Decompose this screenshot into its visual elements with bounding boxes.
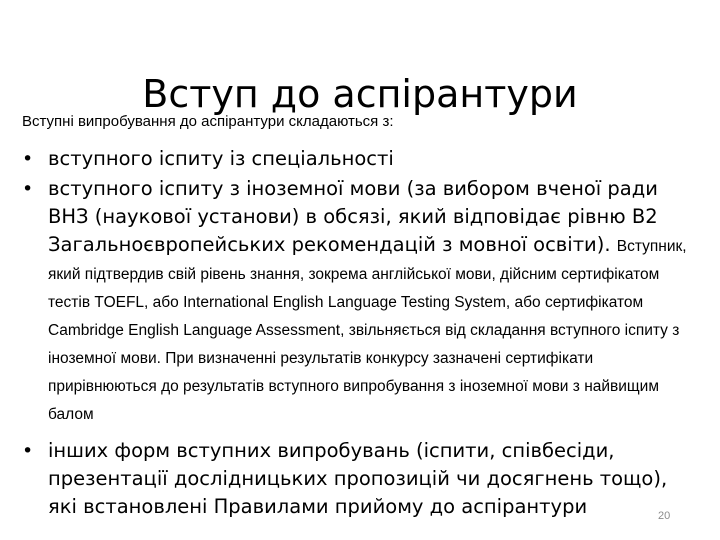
page-number: 20 xyxy=(658,510,671,522)
bullet-text: вступного іспиту з іноземної мови (за вибором вченої ради ВНЗ (наукової установи) в обсязі, який відповідає рівню В2 Загальноєвропейських рекомендацій з мовної освіти). xyxy=(48,177,658,256)
intro-text: Вступні випробування до аспірантури складаються з: xyxy=(22,113,394,130)
bullet-text: вступного іспиту із спеціальності xyxy=(48,147,394,170)
bullet-item-specialty xyxy=(22,145,702,173)
slide-title: Вступ до аспірантури xyxy=(142,72,578,117)
bullet-item-foreign-language xyxy=(22,175,702,427)
bullet-note: Вступник, який підтвердив свій рівень знання, зокрема англійської мови, дійсним сертифікатом тестів TOEFL, або International English Language Testing System, або сертифікатом Cambridge English Language Assessment, звільняється від складання вступного іспиту з іноземної мови. При визначенні результатів конкурсу зазначені сертифікати прирівнюються до результатів вступного випробування з іноземної мови з найвищим балом xyxy=(48,238,687,423)
bullet-icon: • xyxy=(22,178,34,200)
bullet-icon: • xyxy=(22,440,34,462)
bullet-icon: • xyxy=(22,148,34,170)
bullet-text: інших форм вступних випробувань (іспити, співбесіди, презентації дослідницьких пропозицій чи досягнень тощо), які встановлені Правилами прийому до аспірантури xyxy=(48,439,668,518)
bullet-list xyxy=(22,145,702,521)
bullet-item-other-forms xyxy=(22,437,702,521)
